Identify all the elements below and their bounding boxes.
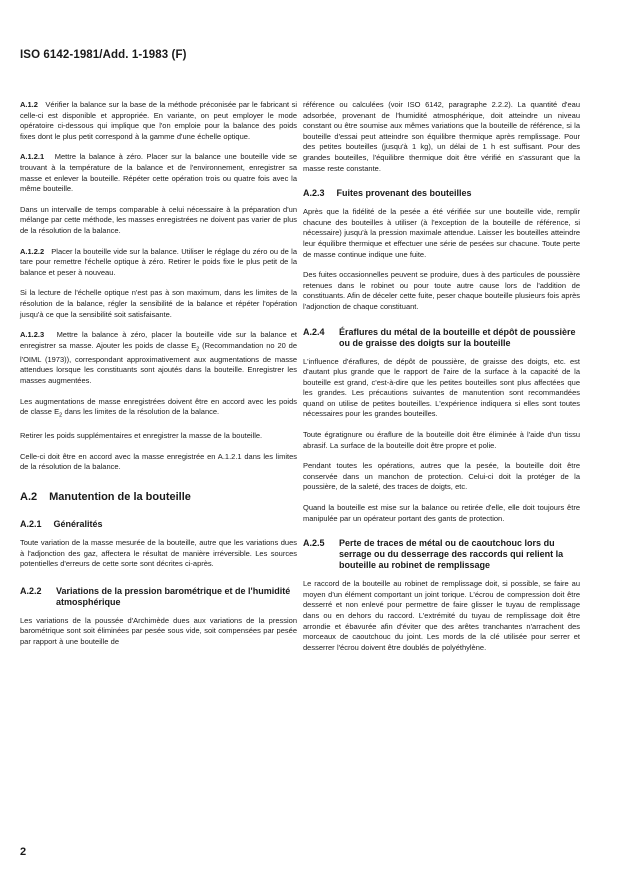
section-title: Éraflures du métal de la bouteille et dépôt de poussière ou de graisse des doigts sur la bouteille xyxy=(339,326,576,348)
paragraph-accord: Celle-ci doit être en accord avec la masse enregistrée en A.1.2.1 dans les limites de la résolution de la balance. xyxy=(20,451,297,472)
section-number: A.2.2 xyxy=(20,585,42,596)
paragraph-reference: référence ou calculées (voir ISO 6142, paragraphe 2.2.2). La quantité d'eau adsorbée, provenant de l'humidité atmosphérique, doit atteindre un niveau constant ou être soumise aux mêmes variations que la bouteille de référence, si la bouteille d'essai peut atteindre son équilibre thermique après remplissage. Pour des petites bouteilles (jusqu'à 1 kg), un délai de 1 h est suffisant. Pour des grandes bouteilles, l'équilibre thermique doit être vérifié en s'assurant que la masse reste constante. xyxy=(303,100,580,173)
section-number: A.2 xyxy=(20,491,38,504)
right-column xyxy=(303,100,580,663)
heading-a-2-3 xyxy=(303,188,580,199)
section-title: Généralités xyxy=(53,519,103,530)
document-header: ISO 6142-1981/Add. 1-1983 (F) xyxy=(20,49,187,61)
paragraph-interval: Dans un intervalle de temps comparable à celui nécessaire à la préparation d'un mélange par cette méthode, les masses enregistrées ne doivent pas varier de plus de la résolution de la balance. xyxy=(20,204,297,235)
paragraph-lecture: Si la lecture de l'échelle optique n'est pas à son maximum, dans les limites de la résolution de la balance, régler la sensibilité de la balance et répéter l'opération jusqu'à ce que la sensibilité soit satisfaisante. xyxy=(20,288,297,319)
paragraph-text-continued: dans les limites de la résolution de la balance. xyxy=(62,407,220,417)
heading-a-2-1 xyxy=(20,519,297,530)
section-number: A.2.3 xyxy=(303,188,325,199)
paragraph-manipulee: Quand la bouteille est mise sur la balance ou retirée d'elle, elle doit toujours être manipulée par un opérateur portant des gants de protection. xyxy=(303,503,580,523)
paragraph-operations: Pendant toutes les opérations, autres que la pesée, la bouteille doit être conservée dans un manchon de protection. Celui-ci doit la protéger de la poussière, de la saleté, des traces de doigts, etc. xyxy=(303,461,580,492)
paragraph-text: Vérifier la balance sur la base de la méthode préconisée par le fabricant si celle-ci est disponible et appropriée. En variante, on peut employer le mode opératoire ci-dessous qui implique que l'on emploie pour la balance des poids fixes dont le plus petit correspond à la gamme d'une échelle optique. xyxy=(20,100,297,141)
paragraph-augmentations xyxy=(20,397,297,422)
heading-a-2 xyxy=(20,491,297,503)
heading-a-2-5 xyxy=(303,538,580,571)
paragraph-fuites: Des fuites occasionnelles peuvent se produire, dues à des particules de poussière retenues dans le robinet ou pour toute autre cause lors de l'addition de constituants. Afin de déceler cette fuite, peser chaque bouteille plusieurs fois après l'adjonction de chaque constituant. xyxy=(303,270,580,311)
paragraph-text: Les augmentations de masse enregistrées doivent être en accord avec les poids de classe E xyxy=(20,396,297,417)
paragraph-a-1-2-2 xyxy=(20,247,297,279)
paragraph-influence: L'influence d'éraflures, de dépôt de poussière, de graisse des doigts, etc. est d'autant plus grande que le rapport de l'aire de la surface à la capacité de la bouteille est grand, c'est-à-dire que les petites bouteilles sont plus affectées que les grandes. Les précautions suivantes de manutention sont recommandées quand on utilise de petites bouteilles. L'expérience indiquera si elles sont toutes nécessaires pour les grandes bouteilles. xyxy=(303,356,580,419)
page-number: 2 xyxy=(20,846,27,858)
subscript: 2 xyxy=(59,412,63,419)
paragraph-archimede: Les variations de la poussée d'Archimède dues aux variations de la pression barométrique sont soit éliminées par pesée sous vide, soit compensées par pesée par rapport à une bouteille de xyxy=(20,615,297,646)
paragraph-egratignure: Toute égratignure ou éraflure de la bouteille doit être éliminée à l'aide d'un tissu abrasif. La surface de la bouteille doit être propre et polie. xyxy=(303,430,580,450)
left-column xyxy=(20,100,297,658)
subscript: 2 xyxy=(196,346,200,353)
section-number: A.1.2.3 xyxy=(20,330,45,340)
paragraph-a-1-2-3 xyxy=(20,330,297,386)
paragraph-generalites: Toute variation de la masse mesurée de la bouteille, autre que les variations dues à l'adjonction des gaz, affectera le résultat de manière irréversible. Les sources potentielles d'erreurs de cette sorte sont décrites ci-après. xyxy=(20,538,297,569)
paragraph-text-continued: (Recommandation no 20 de l'OIML (1973)), correspondant approximativement aux augmentations de masse attendues lorsque les constituants sont ajoutés dans la bouteille. Enregistrer les masses augmentées. xyxy=(20,340,297,385)
section-title: Perte de traces de métal ou de caoutchouc lors du serrage ou du desserrage des raccords qui relient la bouteille au robinet de remplissage xyxy=(339,538,564,571)
section-title: Variations de la pression barométrique et de l'humidité atmosphérique xyxy=(56,585,291,607)
section-number: A.2.4 xyxy=(303,326,325,337)
paragraph-text: Mettre la balance à zéro, placer la bouteille vide sur la balance et enregistrer sa masse. Ajouter les poids de classe E xyxy=(20,330,297,350)
paragraph-raccord: Le raccord de la bouteille au robinet de remplissage doit, si possible, se faire au moyen d'un élément comportant un joint torique. L'écrou de compression doit être desserré et non enlevé pour permettre de faire glisser le tuyau de remplissage dans ou en dehors du raccord. L'extrémité du tuyau de remplissage doit être arrondie et ébavurée afin d'éviter que des arêtes tranchantes n'arrachent des morceaux de caoutchouc du joint. Les mords de la clé utilisée pour serrer et desserrer l'écrou doivent être doublés de polyéthylène. xyxy=(303,579,580,652)
paragraph-a-1-2-1 xyxy=(20,152,297,194)
section-number: A.2.5 xyxy=(303,538,325,549)
heading-a-2-2 xyxy=(20,586,297,608)
paragraph-text: Placer la bouteille vide sur la balance. Utiliser le réglage du zéro ou de la tare pour remettre l'échelle optique à zéro. Retirer le poids fixe le plus petit de la balance et peser à nouveau. xyxy=(20,246,297,277)
section-title: Fuites provenant des bouteilles xyxy=(336,188,472,199)
paragraph-retirer: Retirer les poids supplémentaires et enregistrer la masse de la bouteille. xyxy=(20,431,263,441)
paragraph-a-1-2 xyxy=(20,100,297,142)
paragraph-fidelite: Après que la fidélité de la pesée a été vérifiée sur une bouteille vide, remplir chacune des bouteilles à utiliser (à l'exception de la bouteille de référence, si nécessaire) jusqu'à la pression maximale attendue. Laisser les bouteilles atteindre leur équilibre thermique et effectuer une série de pesées sur chacune. Toute perte de masse continue indique une fuite. xyxy=(303,207,580,259)
section-number: A.1.2.1 xyxy=(20,152,45,162)
section-number: A.2.1 xyxy=(20,519,42,530)
section-number: A.1.2 xyxy=(20,100,38,109)
paragraph-text: Mettre la balance à zéro. Placer sur la balance une bouteille vide se trouvant à la température de la balance et de l'environnement, enregistrer sa masse et enlever la bouteille. Répéter cette opération trois ou quatre fois avec la même bouteille. xyxy=(20,152,297,194)
heading-a-2-4 xyxy=(303,327,580,349)
section-title: Manutention de la bouteille xyxy=(49,491,191,504)
section-number: A.1.2.2 xyxy=(20,246,45,256)
